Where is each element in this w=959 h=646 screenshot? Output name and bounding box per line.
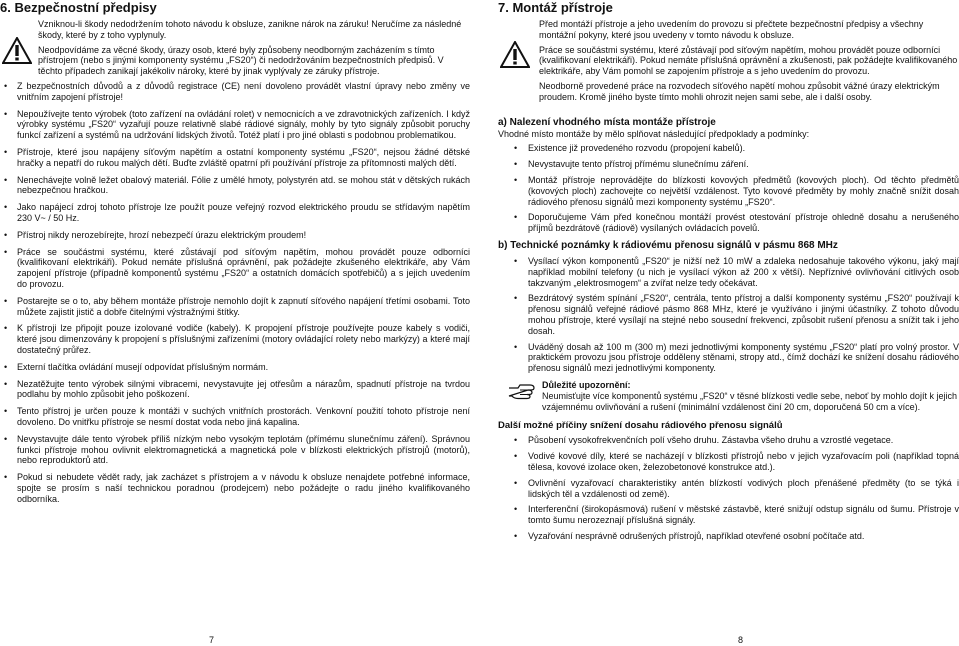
list-item: • Vyzařování nesprávně odrušených přístrojů, například otevřené osobní počítače atd. <box>498 531 959 542</box>
list-item: • Vysílací výkon komponentů „FS20“ je nižší než 10 mW a zdaleka nedosahuje takového výkonu, jaký mají například mobilní telefony (u nich je vysílací výkon až 200 x větší). Nepříznivé ovlivňování citlivých osob takzvaným „elektrosmogem“ a zvířat nelze tedy očekávat. <box>498 256 959 288</box>
warning-triangle-icon <box>500 41 530 68</box>
list-item: • Doporučujeme Vám před konečnou montáží provést otestování přístroje ohledně dosahu a nerušeného příjmů bezdrátově (rádiově) vysílaných ovládacích povelů. <box>498 212 959 234</box>
list-item: • Externí tlačítka ovládání musejí odpovídat příslušným normám. <box>0 362 470 373</box>
page-right <box>498 0 959 547</box>
location-list <box>498 143 959 234</box>
warning-paragraph: Práce se součástmi systému, které zůstávají pod síťovým napětím, mohou provádět pouze odborníci (kvalifikovaní elektrikáři). Pokud nemáte příslušná oprávnění a zkušenosti, pak požádejte kvalifikovaného elektrikáře, aby Vám pomohl se zapojením přístroje a s jeho uvedením do provozu. <box>539 44 958 77</box>
range-causes-list <box>498 435 959 541</box>
list-item: • Nevystavujte tento přístroj přímému slunečnímu záření. <box>498 159 959 170</box>
list-item: • Existence již provedeného rozvodu (propojení kabelů). <box>498 143 959 154</box>
list-item: • Přístroj nikdy nerozebírejte, hrozí nebezpečí úrazu elektrickým proudem! <box>0 230 470 241</box>
list-item: • Nevystavujte dále tento výrobek příliš nízkým nebo vysokým teplotám (přímému slunečnímu záření). Správnou funkci přístroje mohou ovlivnit elektromagnetická a magnetická pole v blízkosti elektrických přístrojů (motorů), nebo reproduktorů atd. <box>0 434 470 466</box>
warning-paragraph: Neodborně provedené práce na rozvodech síťového napětí mohou způsobit vážné úrazy elektrickým proudem. Kromě jiného byste tímto mohli ohrozit nejen sami sebe, ale i další osoby. <box>539 80 940 102</box>
warning-block-left <box>0 19 470 77</box>
list-item: • Uváděný dosah až 100 m (300 m) mezi jednotlivými komponenty systému „FS20“ platí pro volný prostor. V praktickém provozu jsou přístroje odděleny stěnami, stropy atd., čímž dochází ke snížení dosahu rádiového přenosu signálů mezi jednotlivými komponenty. <box>498 342 959 374</box>
warning-paragraph: Neodpovídáme za věcné škody, úrazy osob, které byly způsobeny neodborným zacházením s tímto přístrojem (nebo s jinými komponenty systému „FS20“) či nedodržováním bezpečnostních předpisů. V těchto případech zanikají jakékoliv nároky, které by jinak vyplývaly ze záruky přístroje. <box>38 44 444 77</box>
list-item: • Postarejte se o to, aby během montáže přístroje nemohlo dojít k zapnutí síťového napájení třetími osobami. Toto můžete zajistit jistič a dobře čitelnými výstražnými štítky. <box>0 296 470 318</box>
list-item: • Působení vysokofrekvenčních polí všeho druhu. Zástavba všeho druhu a vzrostlé vegetace. <box>498 435 959 446</box>
radio-list <box>498 256 959 374</box>
list-item: • Nepoužívejte tento výrobek (toto zařízení na ovládání rolet) v nemocnicích a ve zdravotnických zařízeních. I když výrobky systému „FS20“ vyzařují pouze relativně slabé rádiové signály, mohly by tyto signály způsobit poruchy funkcí zařízení a systémů na udržování lidských životů. Totéž platí i pro jiné oblasti s podobnou problematikou. <box>0 109 470 141</box>
list-item: • Z bezpečnostních důvodů a z důvodů registrace (CE) není dovoleno provádět vlastní úpravy nebo změny ve vnitřním zapojení přístroje! <box>0 81 470 103</box>
subheading-range-causes: Další možné příčiny snížení dosahu rádiového přenosu signálů <box>498 420 783 432</box>
page-number-left: 7 <box>209 635 215 645</box>
subheading-location: a) Nalezení vhodného místa montáže přístroje <box>498 116 716 128</box>
subheading-radio: b) Technické poznámky k rádiovému přenosu signálů v pásmu 868 MHz <box>498 239 838 251</box>
list-item: • Bezdrátový systém spínání „FS20“, centrála, tento přístroj a další komponenty systému „FS20“ používají k přenosu signálů veřejné rádiové pásmo 868 MHz, které je využíváno i jinými účastníky. Z tohoto důvodu mohou přístroje, které vysílají na stejné nebo sousední frekvenci, způsobit rušení přenosu a snížit tak i jeho dosah. <box>498 293 959 336</box>
note-text: Neumisťujte více komponentů systému „FS20“ v těsné blízkosti vedle sebe, neboť by mohlo dojít k jejich vzájemnému ovlivňování a rušení (minimální vzdálenost činí 20 cm, doporučená 50 cm a více). <box>542 390 957 412</box>
list-item: • Přístroje, které jsou napájeny síťovým napětím a ostatní komponenty systému „FS20“, nejsou žádné dětské hračky a nepatří do rukou malých dětí. Buďte zvláště opatrní při používání přístroje za přítomnosti malých dětí. <box>0 147 470 169</box>
pointing-hand-icon <box>508 382 536 400</box>
list-item: • Montáž přístroje neprovádějte do blízkosti kovových předmětů (kovových ploch). Od těchto předmětů (kovových ploch) zachovejte co největší vzdálenost. Tyto kovové předměty by mohly značně snížit dosah rádiového přenosu signálů mezi komponenty systému „FS20“. <box>498 175 959 207</box>
safety-list <box>0 81 470 505</box>
list-item: • Vodivé kovové díly, které se nacházejí v blízkosti přístrojů nebo v jejich vyzařovacím poli (například topná tělesa, kovové izolace oken, železobetonové konstrukce atd.). <box>498 451 959 473</box>
note-title: Důležité upozornění: <box>542 379 631 390</box>
warning-triangle-icon <box>2 37 32 64</box>
warning-paragraph: Před montáží přístroje a jeho uvedením do provozu si přečtete bezpečnostní předpisy a všechny montážní pokyny, které jsou uvedeny v tomto návodu k obsluze. <box>539 19 924 40</box>
section-title-mounting: 7. Montáž přístroje <box>498 0 613 15</box>
warning-block-right <box>498 19 959 103</box>
page-number-right: 8 <box>738 635 744 645</box>
list-item: • Pokud si nebudete vědět rady, jak zacházet s přístrojem a v návodu k obsluze nenajdete potřebné informace, spojte se prosím s naší technickou poradnou (prodejcem) nebo požádejte o radu jiného kvalifikovaného odborníka. <box>0 472 470 504</box>
warning-paragraph: Vzniknou-li škody nedodržením tohoto návodu k obsluze, zanikne nárok na záruku! Neručíme za následné škody, které by z toho vyplynuly. <box>38 19 462 40</box>
list-item: • Interferenční (širokopásmová) rušení v městské zástavbě, které snižují odstup signálu od šumu. Přístroje v tomto šumu nerozeznají příslušná signály. <box>498 504 959 526</box>
list-item: • Jako napájecí zdroj tohoto přístroje lze použít pouze veřejný rozvod elektrického proudu se střídavým napětím 230 V~ / 50 Hz. <box>0 202 470 224</box>
list-item: • K přístroji lze připojit pouze izolované vodiče (kabely). K propojení přístroje používejte pouze kabely s vodiči, které jsou dimenzovány k propojení s příslušnými zařízeními (motory ovládající rolety nebo markýzy) a které mají dostatečný průřez. <box>0 323 470 355</box>
location-intro: Vhodné místo montáže by mělo splňovat následující předpoklady a podmínky: <box>498 128 810 139</box>
list-item: • Práce se součástmi systému, které zůstávají pod síťovým napětím, mohou provádět pouze odborníci (kvalifikovaní elektrikáři). Pokud nemáte příslušná oprávnění, pak požádejte zkušeného elektrikáře, aby Vám zapojení přístroje (případně komponentů systému „FS20“ a ostatních domácích spotřebičů) a s jejich uvedením do provozu. <box>0 247 470 290</box>
list-item: • Ovlivnění vyzařovací charakteristiky antén blízkostí vodivých ploch přenášené předměty (to se týká i lidských těl a vzdálenosti od země). <box>498 478 959 500</box>
section-title-safety: 6. Bezpečnostní předpisy <box>0 0 157 15</box>
list-item: • Tento přístroj je určen pouze k montáži v suchých vnitřních prostorách. Venkovní použití tohoto přístroje není dovoleno. Do vnitřku přístroje se nesmí dostat voda nebo jiná kapalina. <box>0 406 470 428</box>
important-note <box>498 380 959 412</box>
list-item: • Nezatěžujte tento výrobek silnými vibracemi, nevystavujte jej otřesům a nárazům, spadnutí přístroje na tvrdou podlahu by mohlo způsobit jeho poškození. <box>0 379 470 401</box>
list-item: • Nenechávejte volně ležet obalový materiál. Fólie z umělé hmoty, polystyrén atd. se mohou stát v dětských rukách nebezpečnou hračkou. <box>0 175 470 197</box>
page-left <box>0 0 470 510</box>
